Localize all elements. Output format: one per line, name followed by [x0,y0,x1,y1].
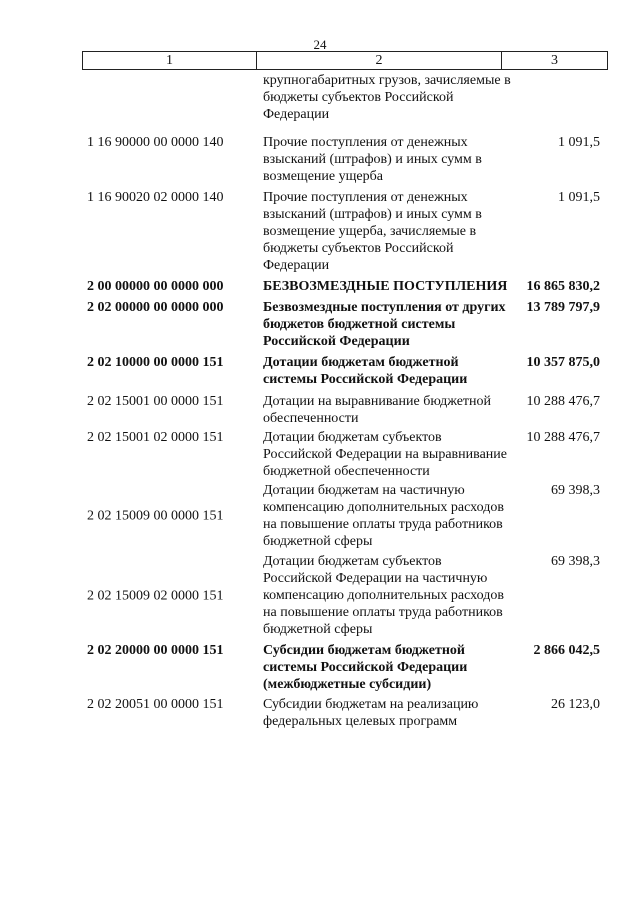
header-column-1: 1 [83,52,257,69]
row-code: 1 16 90000 00 0000 140 [87,135,224,150]
row-code: 2 02 10000 00 0000 151 [87,355,224,370]
table-row [0,696,640,730]
row-description: Дотации на выравнивание бюджетной обеспеченности [263,394,492,426]
table-header [82,51,608,70]
table-row [0,354,640,388]
row-code: 2 02 20051 00 0000 151 [87,697,224,712]
table-row [0,299,640,350]
row-amount: 10 357 875,0 [526,355,600,370]
table-row [0,642,640,693]
row-amount: 69 398,3 [551,554,600,569]
table-row [0,189,640,274]
table-row [0,278,640,295]
header-column-3: 3 [551,53,558,68]
row-code: 2 02 15009 02 0000 151 [87,588,224,603]
header-column-2: 2 [257,52,502,69]
row-amount: 10 288 476,7 [526,394,600,409]
table-row [0,482,640,550]
row-amount: 2 866 042,5 [533,643,600,658]
row-code: 2 02 15001 02 0000 151 [87,430,224,445]
row-description: Субсидии бюджетам на реализацию федеральных целевых программ [263,697,479,729]
row-amount: 10 288 476,7 [526,430,600,445]
table-row [0,553,640,638]
row-description: Дотации бюджетам субъектов Российской Федерации на выравнивание бюджетной обеспеченности [263,430,507,479]
table-row [0,429,640,480]
table-row [0,134,640,185]
row-description: БЕЗВОЗМЕЗДНЫЕ ПОСТУПЛЕНИЯ [263,279,508,294]
row-code: 2 02 15009 00 0000 151 [87,508,224,524]
row-description: Прочие поступления от денежных взысканий (штрафов) и иных сумм в возмещение ущерба, зачисляемые в бюджеты субъектов Российской Федерации [263,190,482,273]
row-code: 2 00 00000 00 0000 000 [87,279,224,294]
table-body [0,72,640,730]
row-description: Дотации бюджетам субъектов Российской Федерации на частичную компенсацию дополнительных расходов на повышение оплаты труда работников бюджетной сферы [263,554,504,637]
row-description: Дотации бюджетам бюджетной системы Российской Федерации [263,355,468,387]
row-amount: 13 789 797,9 [526,300,600,315]
row-amount: 69 398,3 [551,483,600,498]
row-code: 2 02 00000 00 0000 000 [87,300,224,315]
row-description: Субсидии бюджетам бюджетной системы Российской Федерации (межбюджетные субсидии) [263,643,468,692]
page-number: 24 [313,37,327,52]
table-row [0,393,640,427]
table-row [0,72,640,123]
row-description: Прочие поступления от денежных взысканий (штрафов) и иных сумм в возмещение ущерба [263,135,482,184]
row-amount: 26 123,0 [551,697,600,712]
row-code: 2 02 20000 00 0000 151 [87,643,224,658]
row-amount: 1 091,5 [558,135,600,150]
row-amount: 1 091,5 [558,190,600,205]
row-code: 1 16 90020 02 0000 140 [87,190,224,205]
row-description: Дотации бюджетам на частичную компенсацию дополнительных расходов на повышение оплаты труда работников бюджетной сферы [263,483,504,549]
row-code: 2 02 15001 00 0000 151 [87,394,224,409]
row-description: Безвозмездные поступления от других бюджетов бюджетной системы Российской Федерации [263,300,506,349]
row-amount: 16 865 830,2 [526,279,600,294]
row-description: крупногабаритных грузов, зачисляемые в бюджеты субъектов Российской Федерации [263,73,511,122]
